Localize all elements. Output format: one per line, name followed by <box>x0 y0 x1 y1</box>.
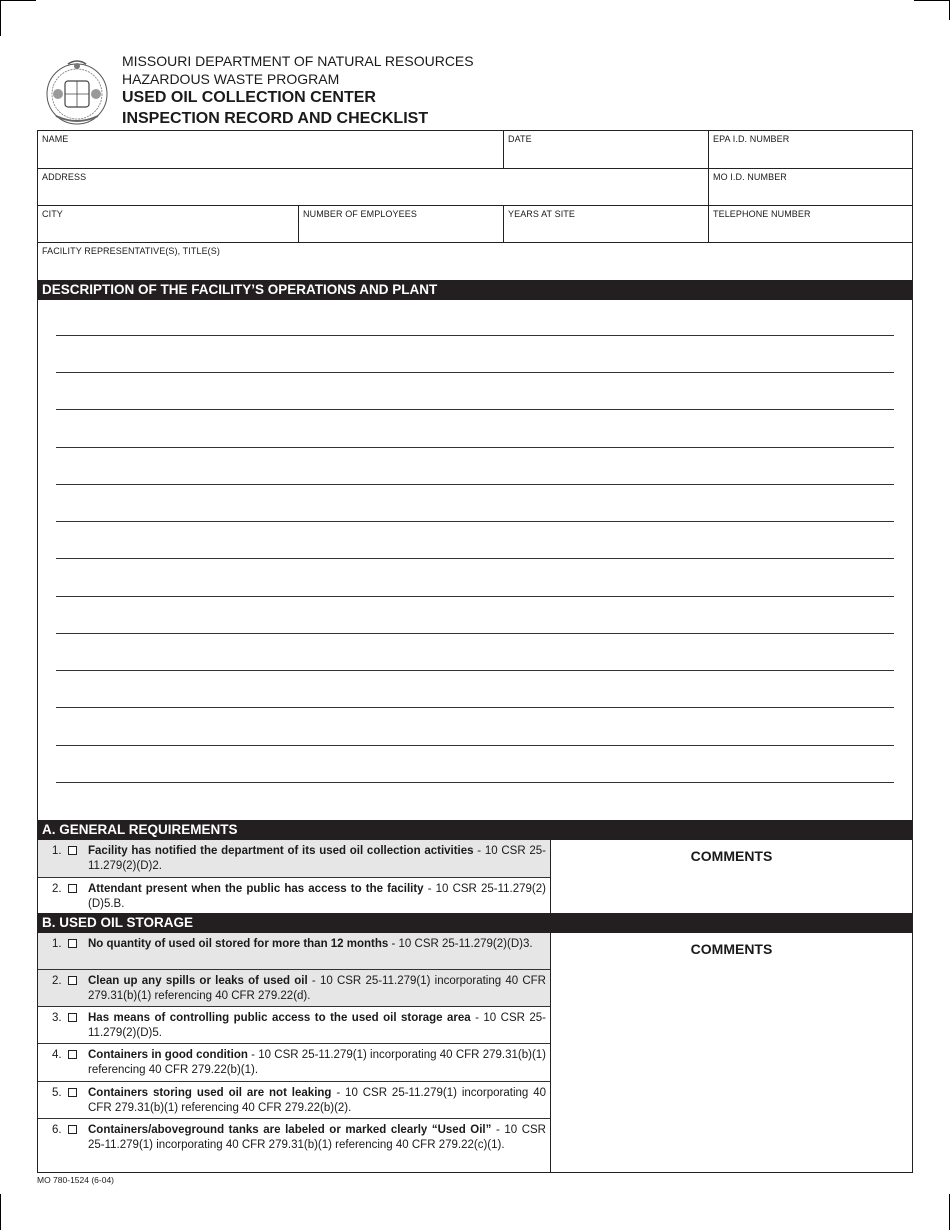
checkbox-b1[interactable] <box>68 939 77 948</box>
checkbox-b5[interactable] <box>68 1088 77 1097</box>
form-number: MO 780-1524 (6-04) <box>37 1175 115 1185</box>
section-a-comments[interactable] <box>550 840 912 914</box>
item-number: 6. <box>52 1124 62 1136</box>
comments-label: COMMENTS <box>690 941 773 957</box>
item-number: 3. <box>52 1012 62 1024</box>
description-heading: DESCRIPTION OF THE FACILITY’S OPERATIONS AND PLANT <box>38 280 912 300</box>
checkbox-b6[interactable] <box>68 1125 77 1134</box>
corner-mark <box>0 1194 1 1230</box>
item-text: Attendant present when the public has access to the facility - 10 CSR 25-11.279(2)(D)5.B. <box>88 883 546 910</box>
department-name: MISSOURI DEPARTMENT OF NATURAL RESOURCES <box>122 53 474 69</box>
item-text: Containers/aboveground tanks are labeled or marked clearly “Used Oil” - 10 CSR 25-11.279(1) incorporating 40 CFR 279.31(b)(1) referencing 40 CFR 279.22(c)(1). <box>88 1124 546 1151</box>
writing-line <box>56 521 894 522</box>
checklist-item-b4 <box>38 1044 550 1082</box>
writing-line <box>56 484 894 485</box>
writing-line <box>56 447 894 448</box>
item-number: 1. <box>52 938 62 950</box>
name-field[interactable] <box>38 131 504 169</box>
date-field[interactable] <box>504 131 709 169</box>
form-title-line1: USED OIL COLLECTION CENTER <box>122 89 376 106</box>
representatives-field[interactable] <box>38 243 912 280</box>
checklist-item-b3 <box>38 1007 550 1044</box>
section-a-heading: A. GENERAL REQUIREMENTS <box>38 820 912 840</box>
comments-label: COMMENTS <box>690 848 773 864</box>
date-label: DATE <box>508 134 532 144</box>
years-at-site-field[interactable] <box>504 206 709 243</box>
employees-label: NUMBER OF EMPLOYEES <box>303 209 417 219</box>
checkbox-a1[interactable] <box>68 846 77 855</box>
name-label: NAME <box>42 134 69 144</box>
item-number: 5. <box>52 1087 62 1099</box>
section-b-heading: B. USED OIL STORAGE <box>38 913 912 933</box>
item-text: Containers in good condition - 10 CSR 25-11.279(1) incorporating 40 CFR 279.31(b)(1) referencing 40 CFR 279.22(b)(1). <box>88 1049 546 1076</box>
checkbox-b4[interactable] <box>68 1050 77 1059</box>
writing-line <box>56 558 894 559</box>
mo-id-field[interactable] <box>709 169 912 206</box>
checklist-item-b5 <box>38 1082 550 1119</box>
epa-id-field[interactable] <box>709 131 912 169</box>
representatives-label: FACILITY REPRESENTATIVE(S), TITLE(S) <box>42 246 220 256</box>
state-seal-icon <box>44 56 110 126</box>
city-field[interactable] <box>38 206 299 243</box>
writing-line <box>56 670 894 671</box>
corner-mark <box>0 0 1 36</box>
corner-mark <box>0 0 36 1</box>
checklist-item-b1 <box>38 933 550 970</box>
writing-line <box>56 596 894 597</box>
item-text: Has means of controlling public access to the used oil storage area - 10 CSR 25-11.279(2)(D)5. <box>88 1012 546 1039</box>
checklist-item-a2 <box>38 878 550 914</box>
address-label: ADDRESS <box>42 172 87 182</box>
item-number: 4. <box>52 1049 62 1061</box>
mo-id-label: MO I.D. NUMBER <box>713 172 787 182</box>
item-number: 2. <box>52 883 62 895</box>
description-writing-area[interactable] <box>38 300 912 820</box>
section-b-comments[interactable] <box>550 933 912 1172</box>
checklist-item-b2 <box>38 970 550 1007</box>
address-field[interactable] <box>38 169 709 206</box>
form-frame <box>37 130 913 1173</box>
checkbox-b3[interactable] <box>68 1013 77 1022</box>
writing-line <box>56 633 894 634</box>
writing-line <box>56 409 894 410</box>
writing-line <box>56 707 894 708</box>
program-name: HAZARDOUS WASTE PROGRAM <box>122 71 340 87</box>
telephone-field[interactable] <box>709 206 912 243</box>
writing-line <box>56 782 894 783</box>
epa-id-label: EPA I.D. NUMBER <box>713 134 790 144</box>
years-label: YEARS AT SITE <box>508 209 575 219</box>
item-number: 1. <box>52 845 62 857</box>
writing-line <box>56 335 894 336</box>
telephone-label: TELEPHONE NUMBER <box>713 209 811 219</box>
checkbox-b2[interactable] <box>68 976 77 985</box>
checklist-item-b6 <box>38 1119 550 1172</box>
employees-field[interactable] <box>299 206 504 243</box>
item-number: 2. <box>52 975 62 987</box>
item-text: No quantity of used oil stored for more than 12 months - 10 CSR 25-11.279(2)(D)3. <box>88 938 533 950</box>
checkbox-a2[interactable] <box>68 884 77 893</box>
item-text: Facility has notified the department of its used oil collection activities - 10 CSR 25-11.279(2)(D)2. <box>88 845 546 872</box>
city-label: CITY <box>42 209 63 219</box>
item-text: Clean up any spills or leaks of used oil - 10 CSR 25-11.279(1) incorporating 40 CFR 279.31(b)(1) referencing 40 CFR 279.22(d). <box>88 975 546 1002</box>
form-title-line2: INSPECTION RECORD AND CHECKLIST <box>122 110 429 127</box>
checklist-item-a1 <box>38 840 550 878</box>
writing-line <box>56 372 894 373</box>
corner-mark <box>914 0 950 1</box>
item-text: Containers storing used oil are not leaking - 10 CSR 25-11.279(1) incorporating 40 CFR 279.31(b)(1) referencing 40 CFR 279.22(b)(2). <box>88 1087 546 1114</box>
writing-line <box>56 745 894 746</box>
